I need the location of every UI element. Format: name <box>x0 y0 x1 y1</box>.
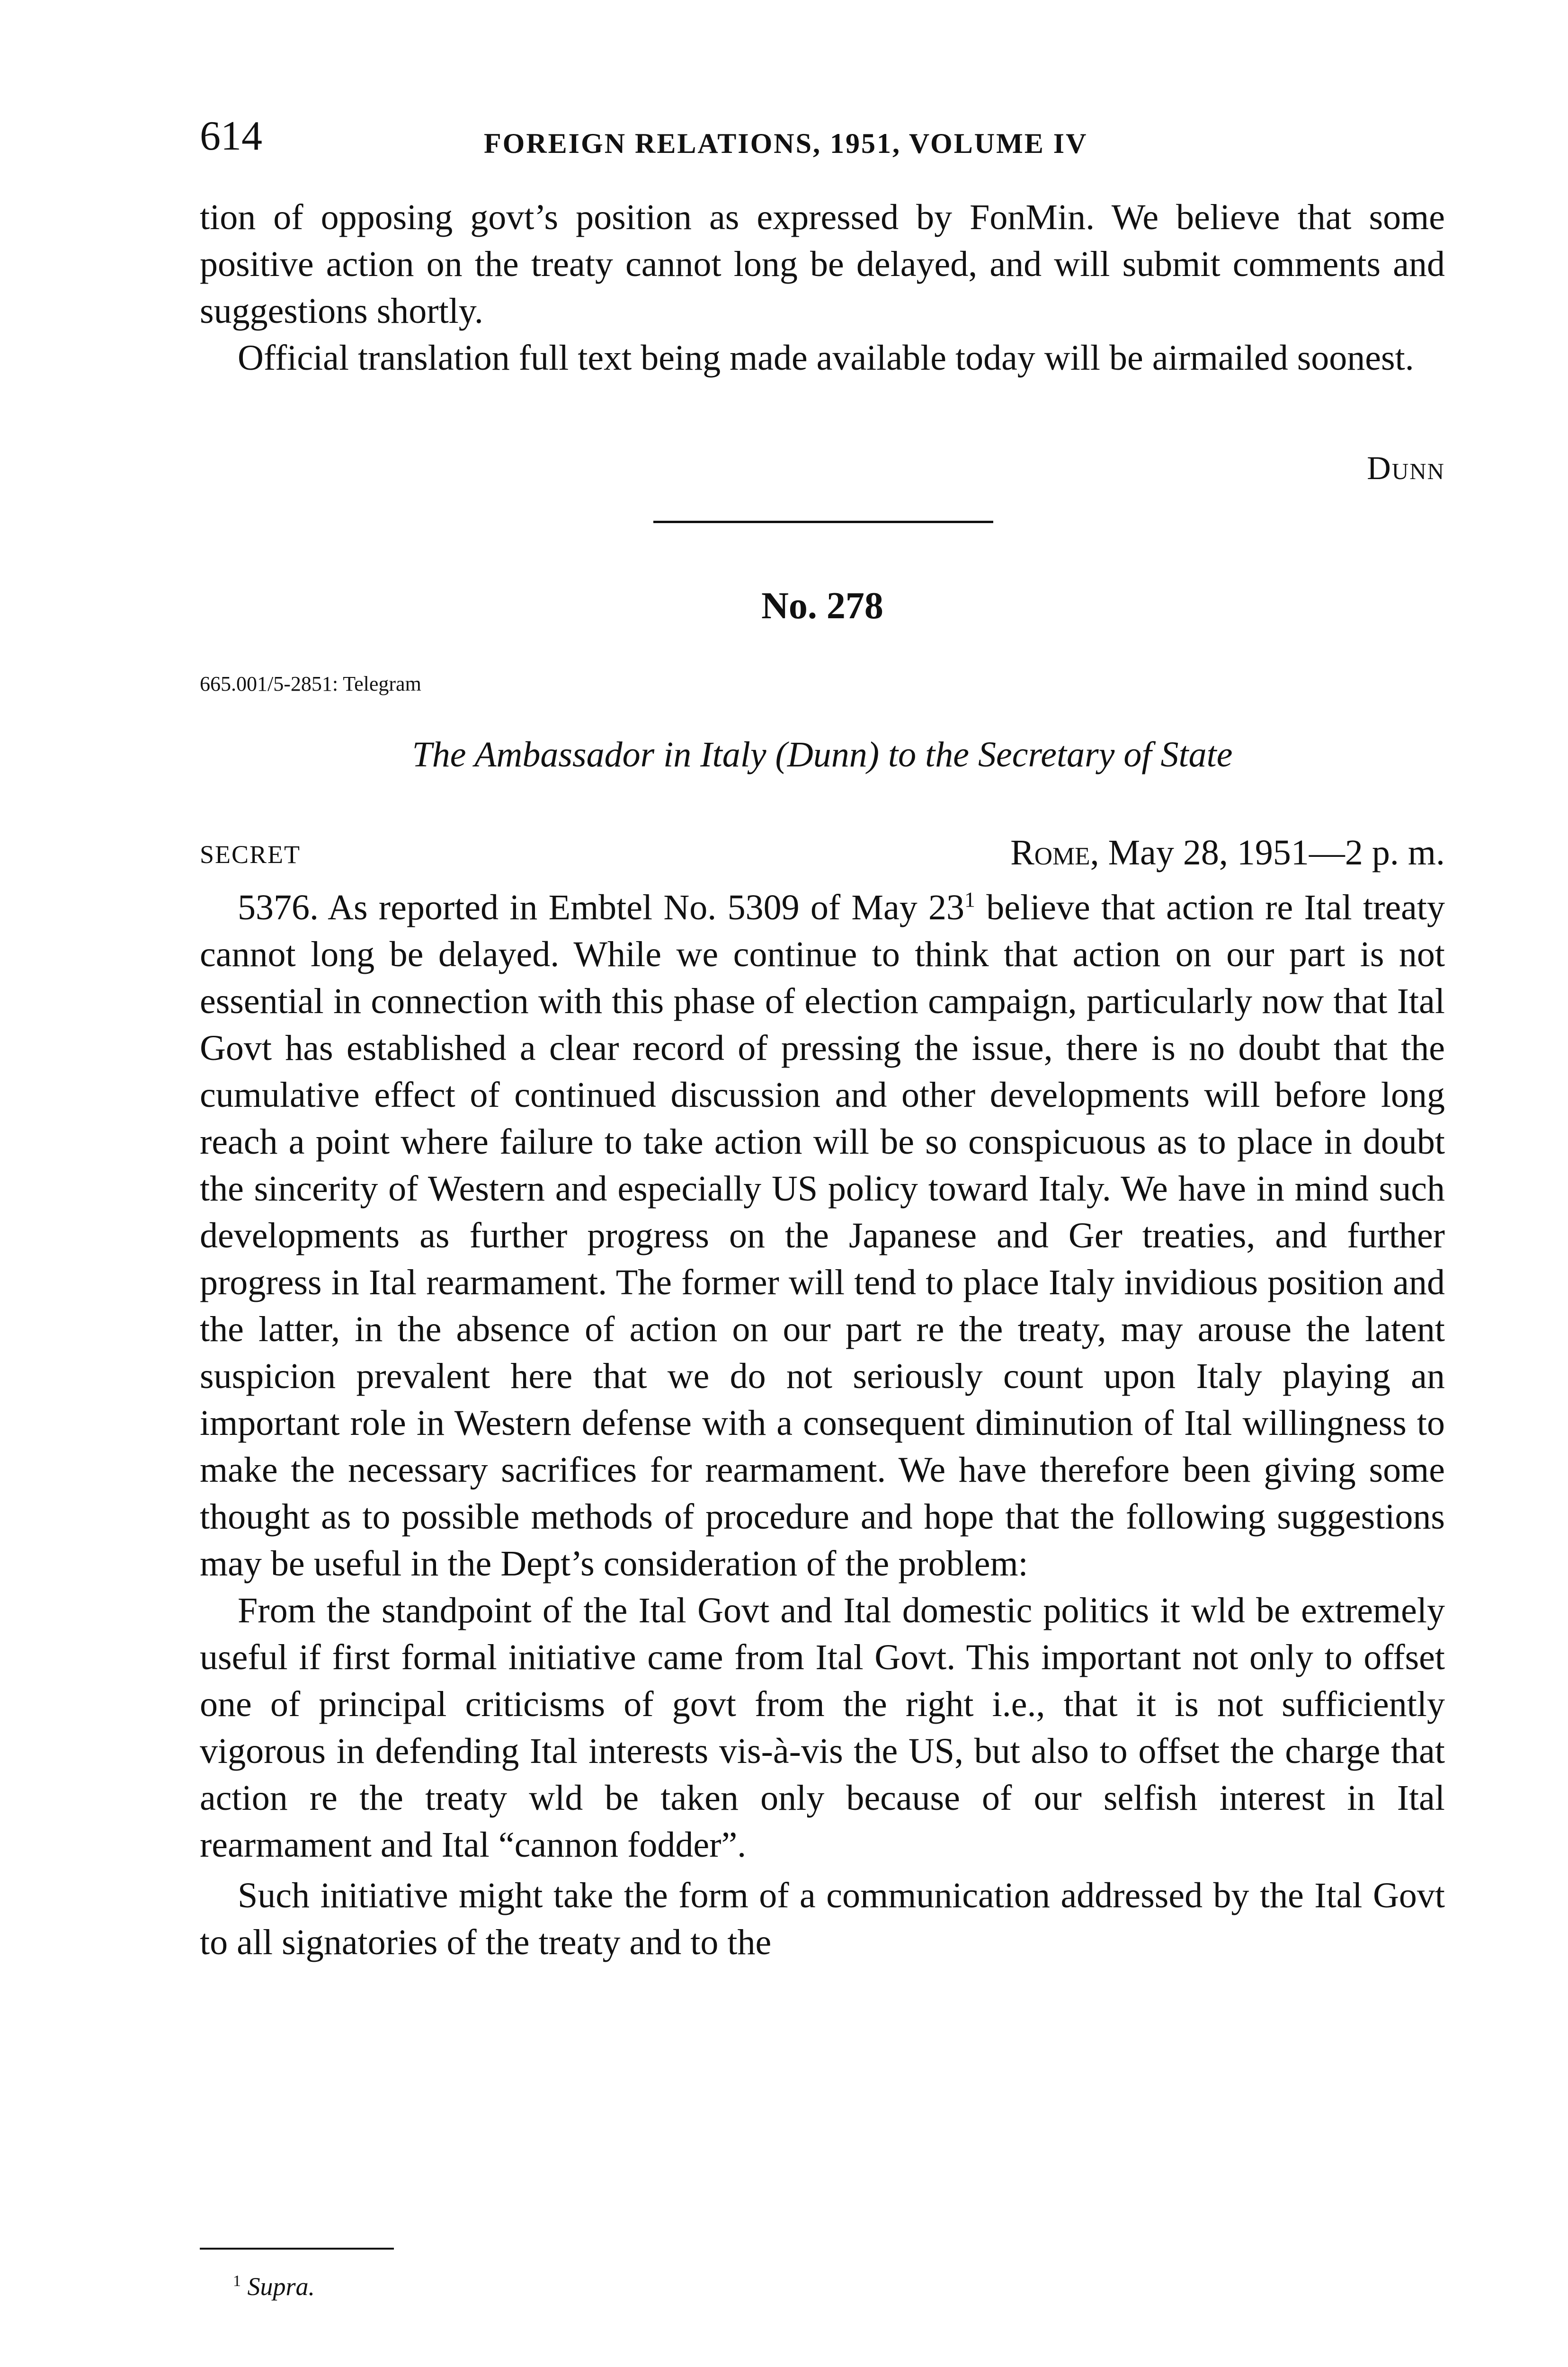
document-number: No. 278 <box>761 585 883 627</box>
telegram-body <box>200 884 1445 1966</box>
body-paragraph-2: From the standpoint of the Ital Govt and Ital domestic politics it wld be extremely useful if first formal initiative came from Ital Govt. This important not only to offset one of principal criticisms of govt from the right i.e., that it is not sufficiently vigorous in defending Ital interests vis-à-vis the US, but also to offset the charge that action re the treaty wld be taken only because of our selfish interest in Ital rearmament and Ital “cannon fodder”. <box>200 1591 1445 1865</box>
continuation-paragraph-2: Official translation full text being made available today will be airmailed soonest. <box>238 338 1414 378</box>
classification-label: SECRET <box>200 840 301 869</box>
signature: Dunn <box>1367 450 1445 487</box>
document-page <box>200 0 1445 2367</box>
dateline <box>1010 829 1445 876</box>
body-paragraph-1 <box>200 884 1445 1587</box>
file-reference: 665.001/5-2851: Telegram <box>200 672 421 695</box>
continuation-paragraph-1: tion of opposing govt’s position as expressed by FonMin. We believe that some positive action on the treaty cannot long be delayed, and will submit comments and suggestions shortly. <box>200 197 1445 331</box>
body-paragraph-1-start: 5376. As reported in Embtel No. 5309 of May 23 <box>238 888 964 927</box>
body-paragraph-3: Such initiative might take the form of a communication addressed by the Ital Govt to all signatories of the treaty and to the <box>200 1876 1445 1962</box>
running-head-title: FOREIGN RELATIONS, 1951, VOLUME IV <box>484 128 1088 159</box>
footnote-reference: 1 <box>964 887 975 912</box>
footnote-mark: 1 <box>233 2272 241 2290</box>
dateline-date: , May 28, 1951—2 p. m. <box>1090 833 1445 872</box>
page-number: 614 <box>200 113 262 159</box>
footnote-divider <box>200 2248 394 2250</box>
section-divider <box>653 521 993 523</box>
running-head <box>200 108 1445 169</box>
document-heading: The Ambassador in Italy (Dunn) to the Secretary of State <box>412 735 1233 774</box>
body-paragraph-1-rest: believe that action re Ital treaty cannot long be delayed. While we continue to think that action on our part is not essential in connection with this phase of election campaign, particularly now that Ital Govt has established a clear record of pressing the issue, there is no doubt that the cumulative effect of continued discussion and other developments will before long reach a point where failure to take action will be so conspicuous as to place in doubt the sincerity of Western and especially US policy toward Italy. We have in mind such developments as further progress on the Japanese and Ger treaties, and further progress in Ital rearmament. The former will tend to place Italy invidious position and the latter, in the absence of action on our part re the treaty, may arouse the latent suspicion prevalent here that we do not seriously count upon Italy playing an important role in Western defense with a consequent diminution of Ital willingness to make the necessary sacrifices for rearmament. We have therefore been giving some thought as to possible methods of procedure and hope that the following suggestions may be useful in the Dept’s consideration of the problem: <box>200 888 1445 1584</box>
continuation-text <box>200 194 1445 382</box>
dateline-place: Rome <box>1010 833 1090 872</box>
footnote <box>233 2268 315 2305</box>
footnote-text: Supra. <box>247 2272 315 2301</box>
